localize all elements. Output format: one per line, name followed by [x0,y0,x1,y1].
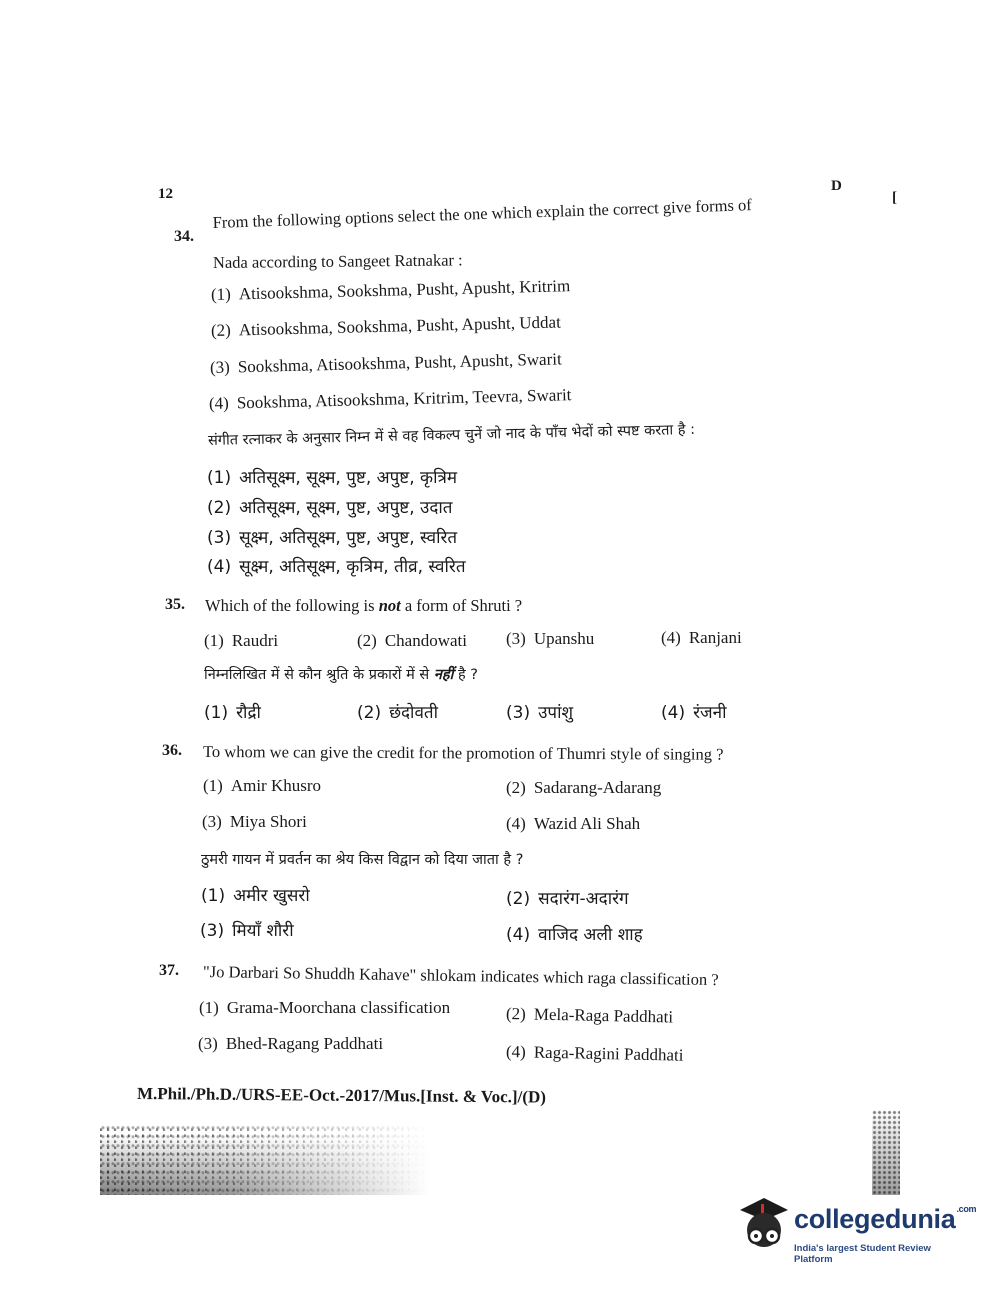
option-hindi: (3) सूक्ष्म, अतिसूक्ष्म, पुष्ट, अपुष्ट, स्वरित [207,528,458,548]
logo-wordmark: collegedunia$^{.com}$ [794,1204,977,1234]
option: (3) Sookshma, Atisookshma, Pusht, Apusht, Swarit [209,349,562,377]
option: (2) Mela-Raga Paddhati [505,1004,674,1027]
corner-mark: [ [892,190,897,206]
option-hindi: (1) रौद्री [204,703,261,723]
option-hindi: (4) वाजिद अली शाह [506,925,643,945]
option: (1) Grama-Moorchana classification [199,998,451,1017]
option: (4) Raga-Ragini Paddhati [505,1042,684,1065]
option-hindi: (2) छंदोवती [357,703,438,723]
option: (1) Raudri [204,631,279,650]
question-text: Nada according to Sangeet Ratnakar : [212,250,463,272]
question-text: To whom we can give the credit for the promotion of Thumri style of singing ? [202,742,724,764]
question-text-hindi: निम्नलिखित में से कौन श्रुति के प्रकारों में से नहीं है ? [204,667,478,683]
paper-code-footer: M.Phil./Ph.D./URS-EE-Oct.-2017/Mus.[Inst. & Voc.]/(D) [136,1084,547,1107]
option: (3) Upanshu [506,629,595,648]
question-text: Which of the following is not a form of Shruti ? [205,596,523,615]
option: (1) Atisookshma, Sookshma, Pusht, Apusht, Kritrim [210,276,571,304]
corner-mark: D [831,178,842,194]
question-number: 36. [162,742,182,759]
question-text-hindi: संगीत रत्नाकर के अनुसार निम्न में से वह विकल्प चुनें जो नाद के पाँच भेदों को स्पष्ट करता है : [207,421,696,449]
option: (2) Sadarang-Adarang [506,778,662,797]
option: (2) Chandowati [357,631,467,650]
question-number: 34. [174,228,194,245]
option: (3) Miya Shori [202,812,307,831]
option-hindi: (2) अतिसूक्ष्म, सूक्ष्म, पुष्ट, अपुष्ट, उदात [207,498,453,518]
option-hindi: (2) सदारंग-अदारंग [506,889,629,909]
mascot-icon [734,1196,792,1258]
option: (1) Amir Khusro [203,776,322,795]
question-text-hindi: ठुमरी गायन में प्रवर्तन का श्रेय किस विद्वान को दिया जाता है ? [201,852,524,868]
scan-noise [872,1110,900,1195]
option-hindi: (4) सूक्ष्म, अतिसूक्ष्म, कृत्रिम, तीव्र, स्वरित [207,557,466,577]
option: (4) Wazid Ali Shah [506,814,641,833]
question-number: 35. [165,596,185,613]
collegedunia-logo[interactable] [734,1196,977,1265]
option-hindi: (3) उपांशु [506,703,574,723]
option: (3) Bhed-Ragang Paddhati [198,1034,384,1053]
option-hindi: (1) अमीर खुसरो [201,886,310,906]
question-text: From the following options select the one which explain the correct give forms of [212,195,752,233]
question-text: "Jo Darbari So Shuddh Kahave" shlokam indicates which raga classification ? [202,962,719,990]
option: (4) Ranjani [661,628,742,647]
question-number: 37. [159,962,179,979]
option: (2) Atisookshma, Sookshma, Pusht, Apusht, Uddat [210,312,562,340]
option: (4) Sookshma, Atisookshma, Kritrim, Teevra, Swarit [208,385,572,413]
logo-tagline: India's largest Student Review Platform [794,1243,931,1265]
option-hindi: (3) मियाँ शौरी [200,921,294,941]
option-hindi: (1) अतिसूक्ष्म, सूक्ष्म, पुष्ट, अपुष्ट, कृत्रिम [207,468,458,488]
option-hindi: (4) रंजनी [661,703,727,723]
scan-noise [100,1125,430,1195]
page-number: 12 [158,186,173,202]
